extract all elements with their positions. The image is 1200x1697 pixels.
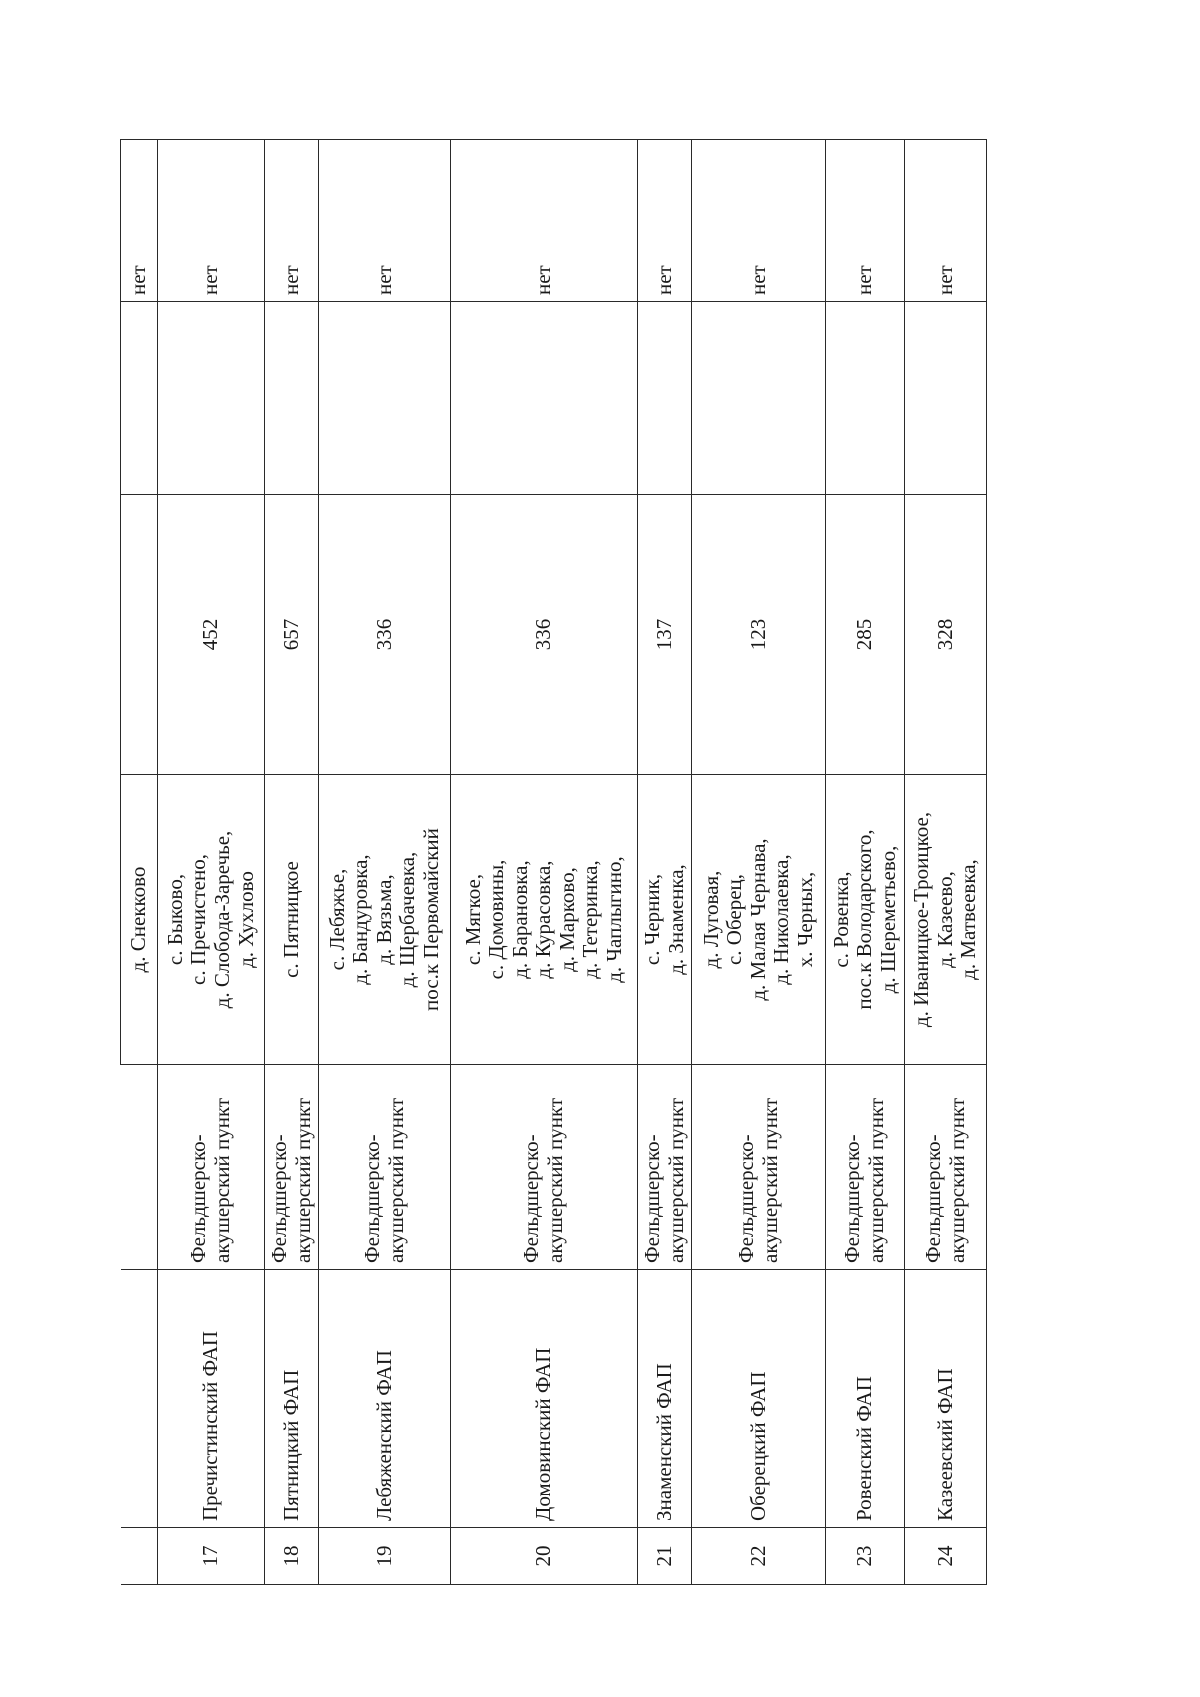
village-line: д. Щербачевка, bbox=[395, 851, 420, 988]
village-line: д. Луговая, bbox=[698, 870, 723, 969]
village-line: д. Марково, bbox=[554, 867, 579, 972]
population-value: 336 bbox=[451, 495, 638, 775]
flag-value: нет bbox=[451, 140, 638, 302]
villages-cell bbox=[826, 775, 905, 1065]
row-number: 18 bbox=[265, 1528, 319, 1585]
flag-value: нет bbox=[265, 140, 319, 302]
flag-value: нет bbox=[319, 140, 451, 302]
fap-name: Ровенский ФАП bbox=[826, 1270, 905, 1528]
village-line: д. Казеево, bbox=[932, 871, 957, 968]
empty-cell bbox=[826, 302, 905, 495]
village-line: д. Слобода-Заречье, bbox=[210, 830, 234, 1009]
village-line: с. Черник, bbox=[639, 873, 664, 966]
villages-cell bbox=[319, 775, 451, 1065]
empty-cell bbox=[265, 302, 319, 495]
village-line: д. Малая Чернава, bbox=[745, 838, 770, 1001]
villages-cell bbox=[158, 775, 265, 1065]
population-value: 285 bbox=[826, 495, 905, 775]
fap-name: Знаменский ФАП bbox=[638, 1270, 692, 1528]
table-row bbox=[265, 140, 319, 1585]
type-line: акушерский пункт bbox=[757, 1097, 782, 1263]
population-cell bbox=[121, 495, 158, 775]
table-row bbox=[826, 140, 905, 1585]
village-line: с. Пречистено, bbox=[186, 854, 211, 985]
table-row bbox=[451, 140, 638, 1585]
type-line: акушерский пункт bbox=[290, 1097, 315, 1263]
population-value: 657 bbox=[265, 495, 319, 775]
village-line: д. Бандуровка, bbox=[348, 854, 373, 985]
fap-name: Домовинский ФАП bbox=[451, 1270, 638, 1528]
type-line: акушерский пункт bbox=[383, 1097, 408, 1263]
type-line: акушерский пункт bbox=[210, 1097, 234, 1263]
table-row bbox=[692, 140, 826, 1585]
flag-value: нет bbox=[826, 140, 905, 302]
population-value: 336 bbox=[319, 495, 451, 775]
type-line: Фельдшерско- bbox=[519, 1134, 544, 1263]
village-line: д. Иваницкое-Троицкое, bbox=[909, 811, 934, 1028]
empty-cell bbox=[905, 302, 987, 495]
table-body bbox=[121, 140, 987, 1585]
flag-value: нет bbox=[158, 140, 265, 302]
village-line: д. Николаевка, bbox=[769, 854, 794, 985]
rotated-table-sheet bbox=[120, 140, 1060, 1585]
village-line: д. Снекково bbox=[126, 866, 151, 973]
population-value: 452 bbox=[158, 495, 265, 775]
type-line: Фельдшерско- bbox=[639, 1134, 664, 1263]
row-number: 21 bbox=[638, 1528, 692, 1585]
empty-cell bbox=[692, 302, 826, 495]
type-line: Фельдшерско- bbox=[359, 1134, 384, 1263]
institution-type bbox=[638, 1065, 692, 1270]
village-line: д. Матвеевка, bbox=[956, 859, 981, 980]
village-line: с. Ровенка, bbox=[828, 871, 853, 968]
village-line: с. Оберец, bbox=[722, 873, 747, 966]
table-row bbox=[638, 140, 692, 1585]
village-line: х. Черных, bbox=[792, 871, 817, 968]
villages-cell bbox=[451, 775, 638, 1065]
fap-name: Казеевский ФАП bbox=[905, 1270, 987, 1528]
table-row bbox=[319, 140, 451, 1585]
empty-cell bbox=[158, 302, 265, 495]
table-row bbox=[158, 140, 265, 1585]
table-row-continuation bbox=[121, 140, 158, 1585]
name-cell bbox=[121, 1270, 158, 1528]
village-line: д. Вязьма, bbox=[371, 874, 396, 965]
institution-type bbox=[692, 1065, 826, 1270]
num-cell bbox=[121, 1528, 158, 1585]
population-value: 137 bbox=[638, 495, 692, 775]
villages-cell bbox=[905, 775, 987, 1065]
village-line: д. Барановка, bbox=[507, 860, 532, 979]
empty-cell bbox=[451, 302, 638, 495]
village-line: с. Быково, bbox=[162, 873, 187, 966]
type-line: Фельдшерско- bbox=[840, 1134, 865, 1263]
fap-name: Пятницкий ФАП bbox=[265, 1270, 319, 1528]
empty-cell bbox=[319, 302, 451, 495]
type-line: акушерский пункт bbox=[543, 1097, 567, 1263]
flag-value: нет bbox=[692, 140, 826, 302]
type-line: Фельдшерско- bbox=[920, 1134, 945, 1263]
institution-type bbox=[451, 1065, 638, 1270]
village-line: пос.к Первомайский bbox=[418, 828, 443, 1011]
fap-name: Оберецкий ФАП bbox=[692, 1270, 826, 1528]
village-line: д. Знаменка, bbox=[663, 864, 688, 975]
village-line: д. Тетеринка, bbox=[578, 860, 603, 979]
row-number: 22 bbox=[692, 1528, 826, 1585]
village-line: д. Чаплыгино, bbox=[601, 856, 626, 983]
village-line: с. Мягкое, bbox=[460, 873, 485, 966]
villages-cell bbox=[692, 775, 826, 1065]
fap-name: Лебяженский ФАП bbox=[319, 1270, 451, 1528]
flag-value: нет bbox=[638, 140, 692, 302]
institution-type bbox=[265, 1065, 319, 1270]
type-line: акушерский пункт bbox=[864, 1097, 888, 1263]
empty-cell bbox=[638, 302, 692, 495]
flag-cell: нет bbox=[121, 140, 158, 302]
population-value: 123 bbox=[692, 495, 826, 775]
row-number: 20 bbox=[451, 1528, 638, 1585]
row-number: 23 bbox=[826, 1528, 905, 1585]
village-line: пос.к Володарского, bbox=[852, 829, 877, 1010]
type-line: Фельдшерско- bbox=[266, 1134, 291, 1263]
institution-type bbox=[905, 1065, 987, 1270]
type-line: акушерский пункт bbox=[663, 1097, 688, 1263]
institution-type bbox=[319, 1065, 451, 1270]
type-line: акушерский пункт bbox=[944, 1097, 969, 1263]
institution-type bbox=[158, 1065, 265, 1270]
villages-cell bbox=[121, 775, 158, 1065]
empty-cell bbox=[121, 302, 158, 495]
villages-cell bbox=[638, 775, 692, 1065]
fap-name: Пречистинский ФАП bbox=[158, 1270, 265, 1528]
village-line: д. Курасовка, bbox=[531, 860, 556, 979]
village-line: с. Лебяжье, bbox=[324, 868, 349, 971]
institution-type bbox=[826, 1065, 905, 1270]
row-number: 17 bbox=[158, 1528, 265, 1585]
table-row bbox=[905, 140, 987, 1585]
type-cell bbox=[121, 1065, 158, 1270]
type-line: Фельдшерско- bbox=[733, 1134, 758, 1263]
village-line: с. Пятницкое bbox=[278, 861, 303, 978]
village-line: д. Шереметьево, bbox=[875, 845, 900, 994]
row-number: 19 bbox=[319, 1528, 451, 1585]
population-value: 328 bbox=[905, 495, 987, 775]
villages-cell bbox=[265, 775, 319, 1065]
fap-table bbox=[120, 139, 987, 1585]
village-line: д. Хухлово bbox=[233, 871, 258, 968]
type-line: Фельдшерско- bbox=[186, 1134, 211, 1263]
row-number: 24 bbox=[905, 1528, 987, 1585]
flag-value: нет bbox=[905, 140, 987, 302]
village-line: с. Домовины, bbox=[484, 859, 509, 980]
